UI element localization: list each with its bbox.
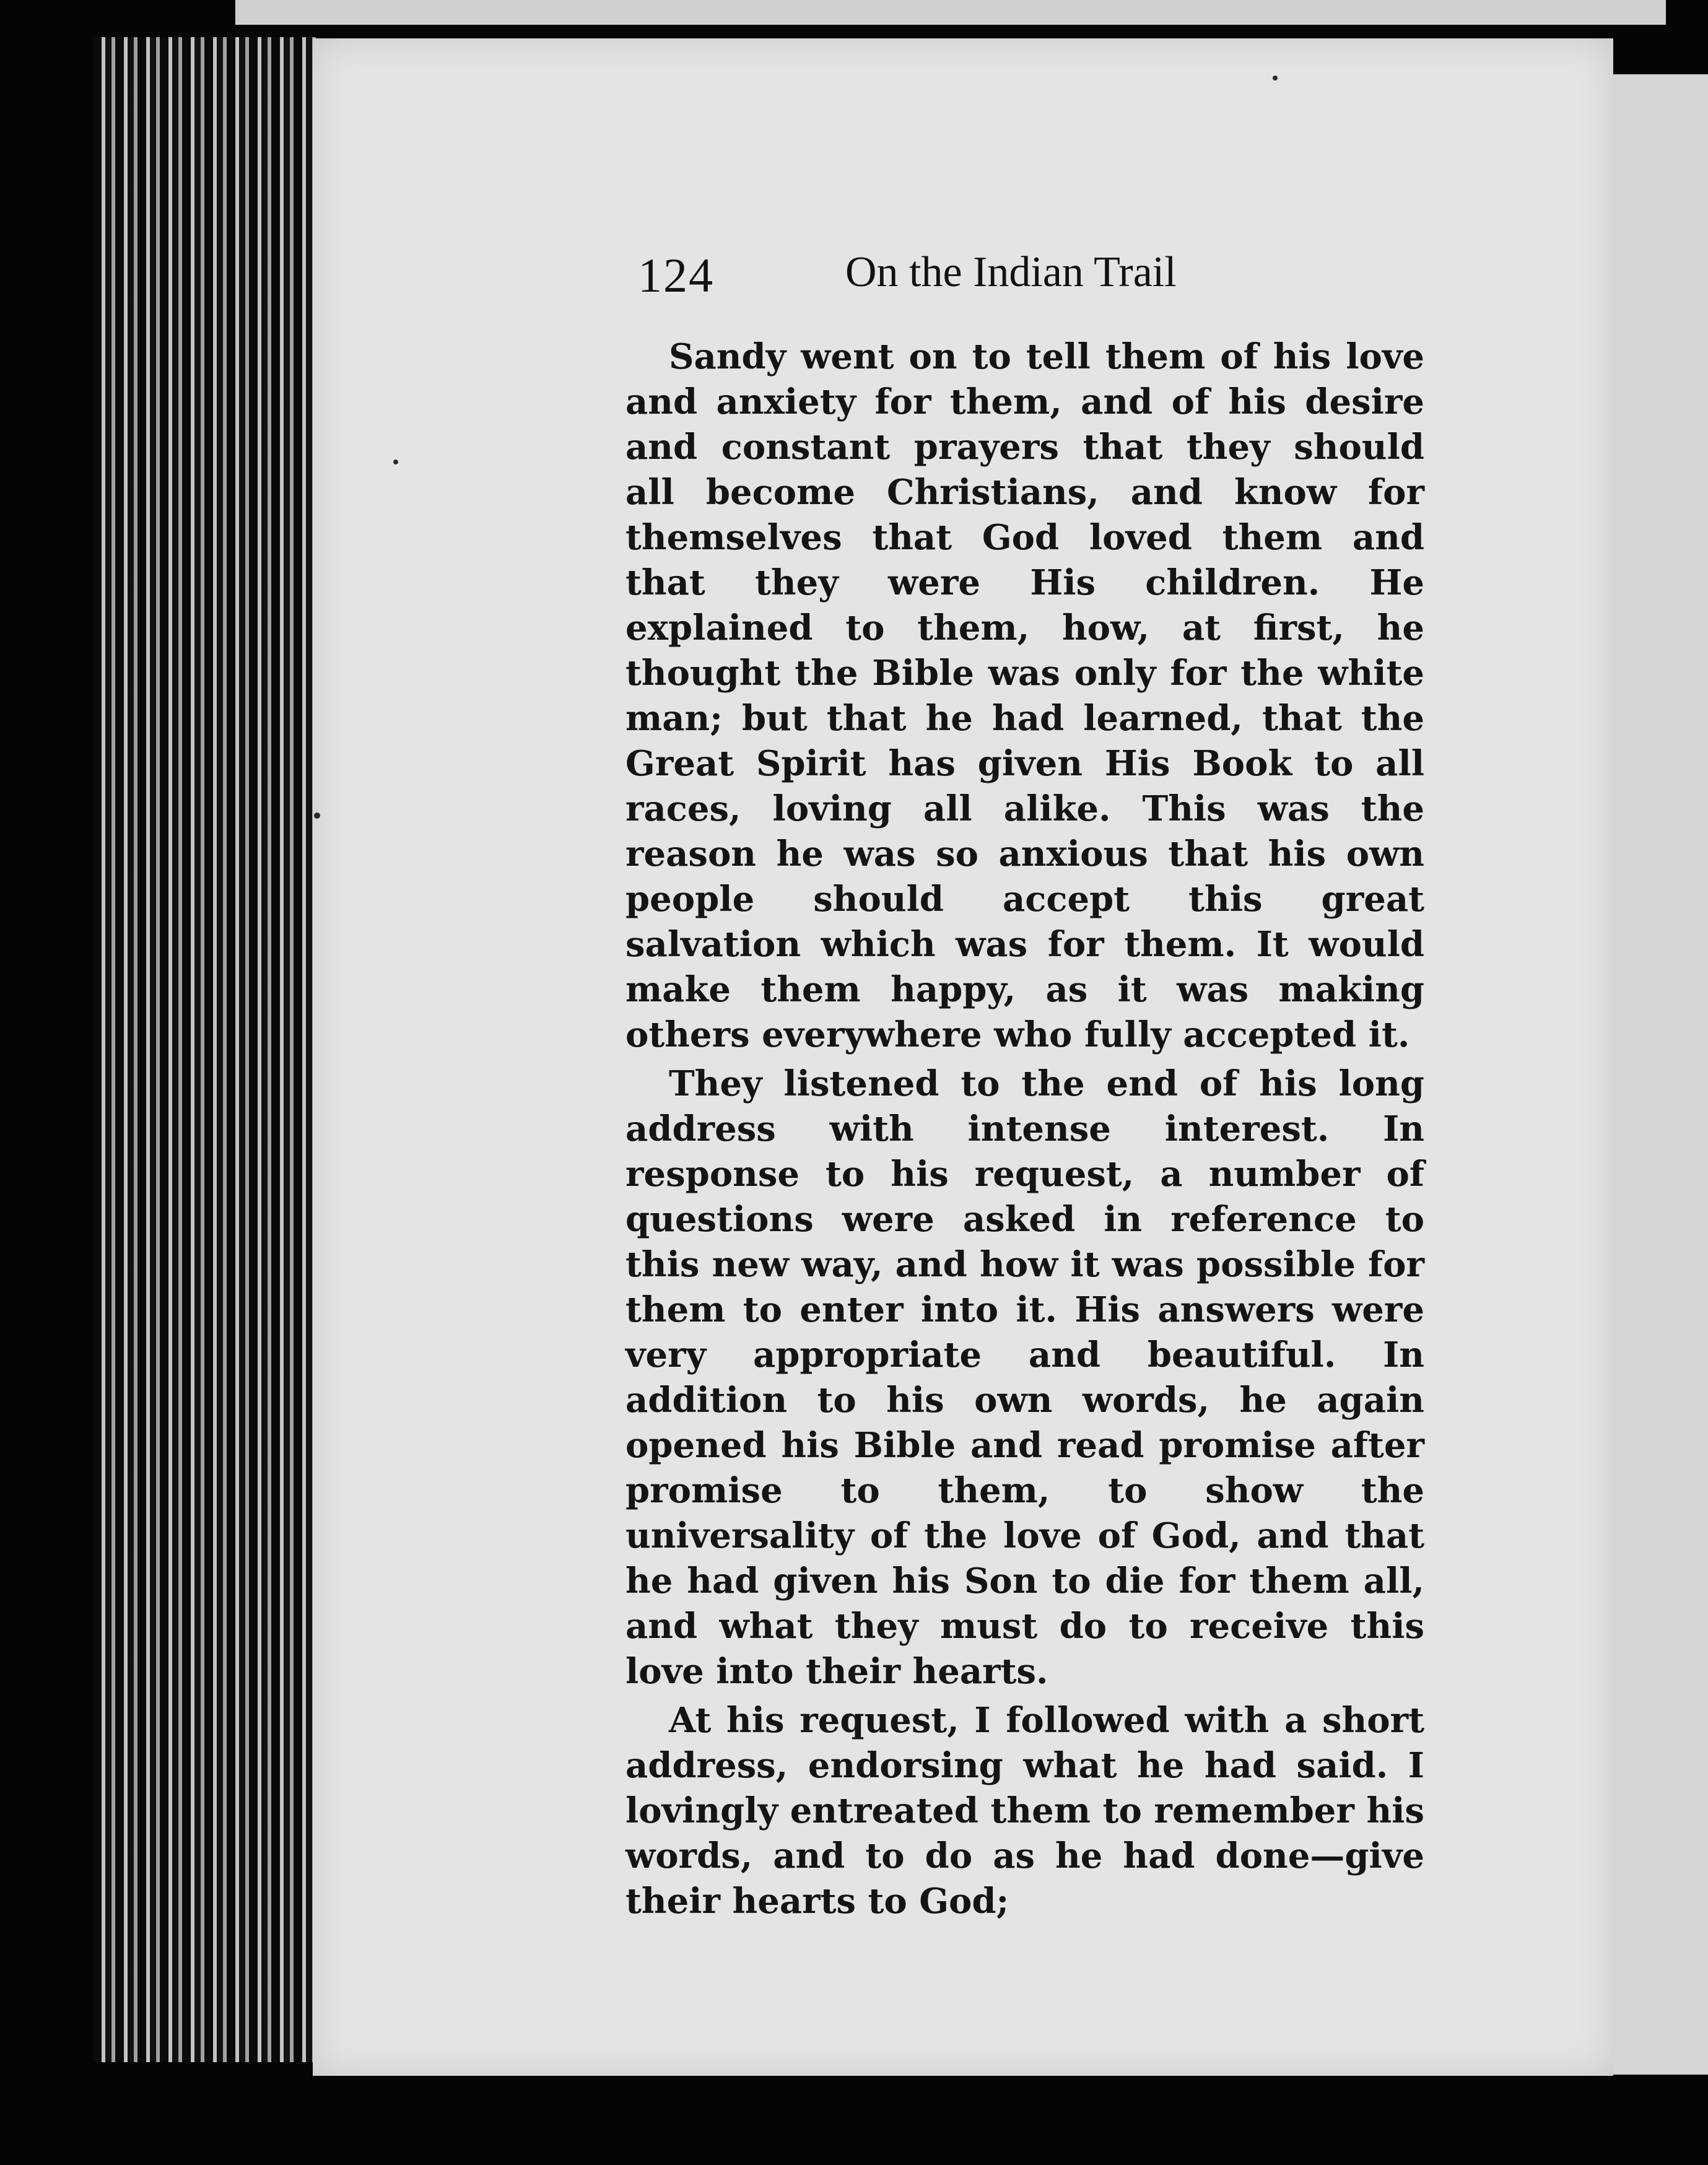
running-header	[638, 248, 1232, 316]
dust-speck	[393, 460, 398, 464]
page-top-edge	[235, 0, 1666, 25]
facing-page-edge	[1610, 74, 1708, 2075]
dust-speck	[1273, 76, 1278, 81]
body-text	[625, 334, 1424, 1924]
dust-speck	[314, 812, 320, 819]
paragraph-3: At his request, I followed with a short address, endorsing what he had said. I lovingly entreated them to remember his words, and to do as he had done—give their hearts to God;	[625, 1700, 1424, 1922]
paragraph-1: Sandy went on to tell them of his love and anxiety for them, and of his desire and constant prayers that they should all become Christians, and know for themselves that God loved them and that they were His children. He explained to them, how, at first, he thought the Bible was only for the white man; but that he had learned, that the Great Spirit has given His Book to all races, loving all alike. This was the reason he was so anxious that his own people should accept this great salvation which was for them. It would make them happy, as it was making others everywhere who fully accepted it.	[625, 336, 1424, 1055]
book-page-edges	[93, 37, 316, 2062]
running-title: On the Indian Trail	[845, 248, 1177, 296]
paragraph-2: They listened to the end of his long address with intense interest. In response to his request, a number of questions were asked in reference to this new way, and how it was possible for them to enter into it. His answers were very appropriate and beautiful. In addition to his own words, he again opened his Bible and read promise after promise to them, to show the universality of the love of God, and that he had given his Son to die for them all, and what they must do to receive this love into their hearts.	[625, 1063, 1424, 1692]
page-number: 124	[638, 248, 714, 302]
